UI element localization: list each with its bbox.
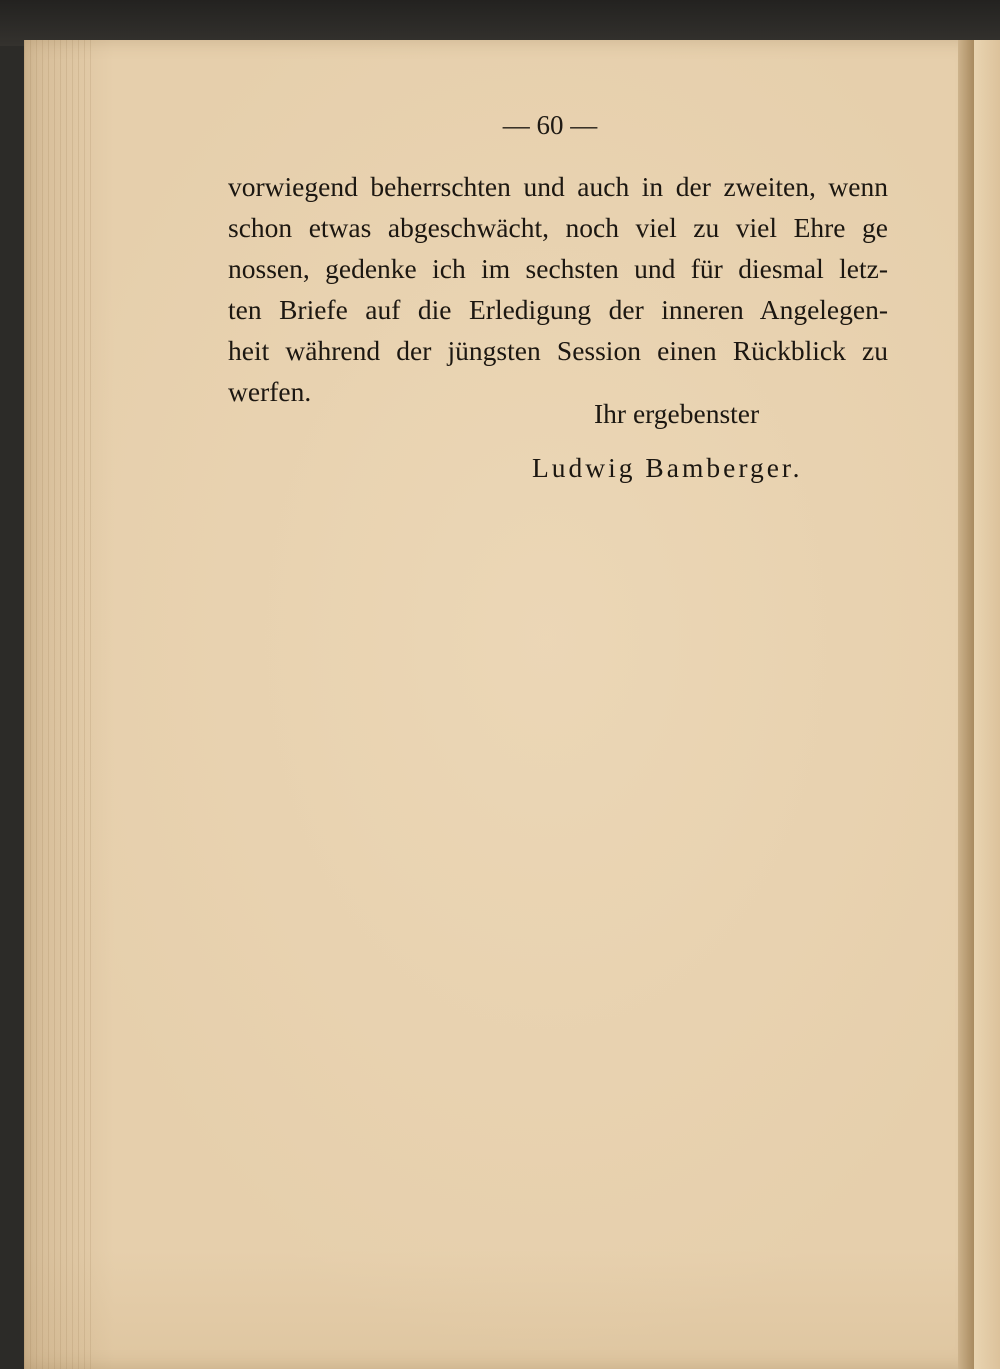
page-number: — 60 — bbox=[502, 110, 598, 140]
facing-page-edge bbox=[974, 40, 1000, 1369]
page-edges bbox=[24, 40, 94, 1369]
text-line: schon etwas abgeschwächt, noch viel zu viel Ehre ge bbox=[228, 212, 888, 243]
text-line: ten Briefe auf die Erledigung der inneren Angelegen- bbox=[228, 294, 888, 325]
letter-signature: Ludwig Bamberger. bbox=[532, 452, 803, 483]
book-gutter bbox=[958, 40, 974, 1369]
text-line: heit während der jüngsten Session einen Rückblick zu bbox=[228, 335, 888, 366]
letter-closing: Ihr ergebenster bbox=[594, 398, 760, 429]
body-text bbox=[228, 166, 888, 412]
text-line: nossen, gedenke ich im sechsten und für diesmal letz- bbox=[228, 253, 888, 284]
text-line: vorwiegend beherrschten und auch in der zweiten, wenn bbox=[228, 171, 888, 202]
text-line: werfen. bbox=[228, 376, 312, 407]
